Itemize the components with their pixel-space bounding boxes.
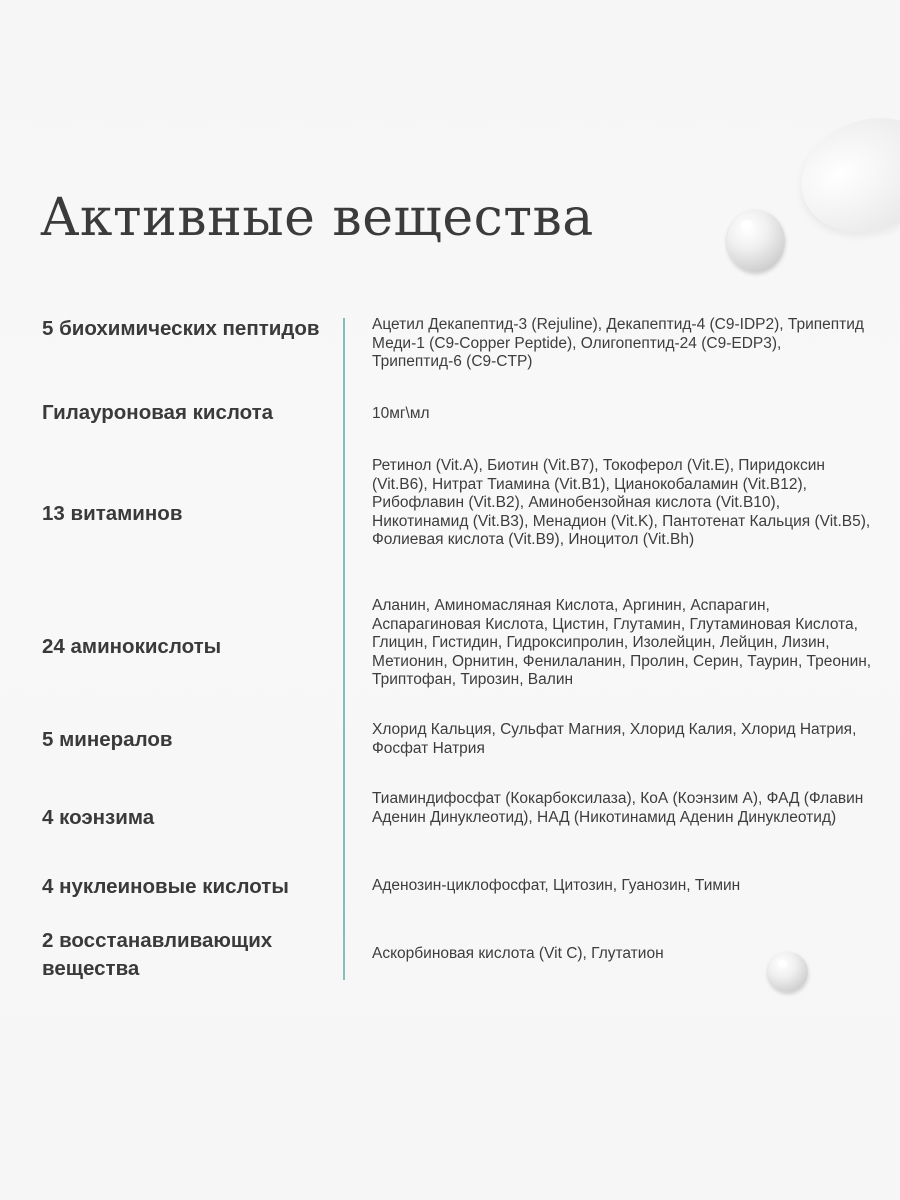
ingredient-group-label: 2 восстанавливающих вещества: [42, 929, 273, 980]
ingredient-group-label: 4 нуклеиновые кислоты: [42, 875, 289, 898]
decorative-leaf: [785, 99, 900, 250]
ingredient-group-list: Хлорид Кальция, Сульфат Магния, Хлорид Калия, Хлорид Натрия, Фосфат Натрия: [372, 721, 857, 757]
ingredient-group-list: Аденозин-циклофосфат, Цитозин, Гуанозин, Тимин: [372, 877, 741, 894]
ingredient-group-label: 24 аминокислоты: [42, 635, 222, 658]
ingredient-group-list: Аскорбиновая кислота (Vit C), Глутатион: [372, 945, 664, 962]
page-title: Активные вещества: [40, 188, 594, 248]
ingredient-group-label: 4 коэнзима: [42, 806, 155, 829]
ingredient-group-label: 5 биохимических пептидов: [42, 317, 320, 340]
ingredient-group-list: Ретинол (Vit.A), Биотин (Vit.B7), Токоферол (Vit.E), Пиридоксин (Vit.B6), Нитрат Тиамина (Vit.B1), Цианокобаламин (Vit.B12), Рибофлавин (Vit.B2), Аминобензойная кислота (Vit.B10), Никотинамид (Vit.B3), Менадион (Vit.K), Пантотенат Кальция (Vit.B5), Фолиевая кислота (Vit.B9), Иноцитол (Vit.Bh): [372, 457, 871, 548]
ingredient-group-list: Аланин, Аминомасляная Кислота, Аргинин, Аспарагин, Аспарагиновая Кислота, Цистин, Глутамин, Глутаминовая Кислота, Глицин, Гистидин, Гидроксипролин, Изолейцин, Лейцин, Лизин, Метионин, Орнитин, Фенилаланин, Пролин, Серин, Таурин, Треонин, Триптофан, Тирозин, Валин: [372, 597, 872, 688]
ingredient-group-label: 13 витаминов: [42, 502, 183, 525]
water-drop-icon: [727, 210, 785, 272]
column-divider: [343, 318, 345, 980]
ingredient-group-list: 10мг\мл: [372, 405, 430, 422]
ingredient-group-list: Тиаминдифосфат (Кокарбоксилаза), КоА (Коэнзим А), ФАД (Флавин Аденин Динуклеотид), НАД (Никотинамид Аденин Динуклеотид): [372, 790, 864, 826]
ingredient-group-list: Ацетил Декапептид-3 (Rejuline), Декапептид-4 (C9-IDP2), Трипептид Меди-1 (C9-Copper Peptide), Олигопептид-24 (C9-EDP3), Трипептид-6 (C9-CTP): [372, 316, 864, 370]
ingredient-group-label: Гилауроновая кислота: [42, 401, 274, 424]
ingredient-group-label: 5 минералов: [42, 728, 173, 751]
